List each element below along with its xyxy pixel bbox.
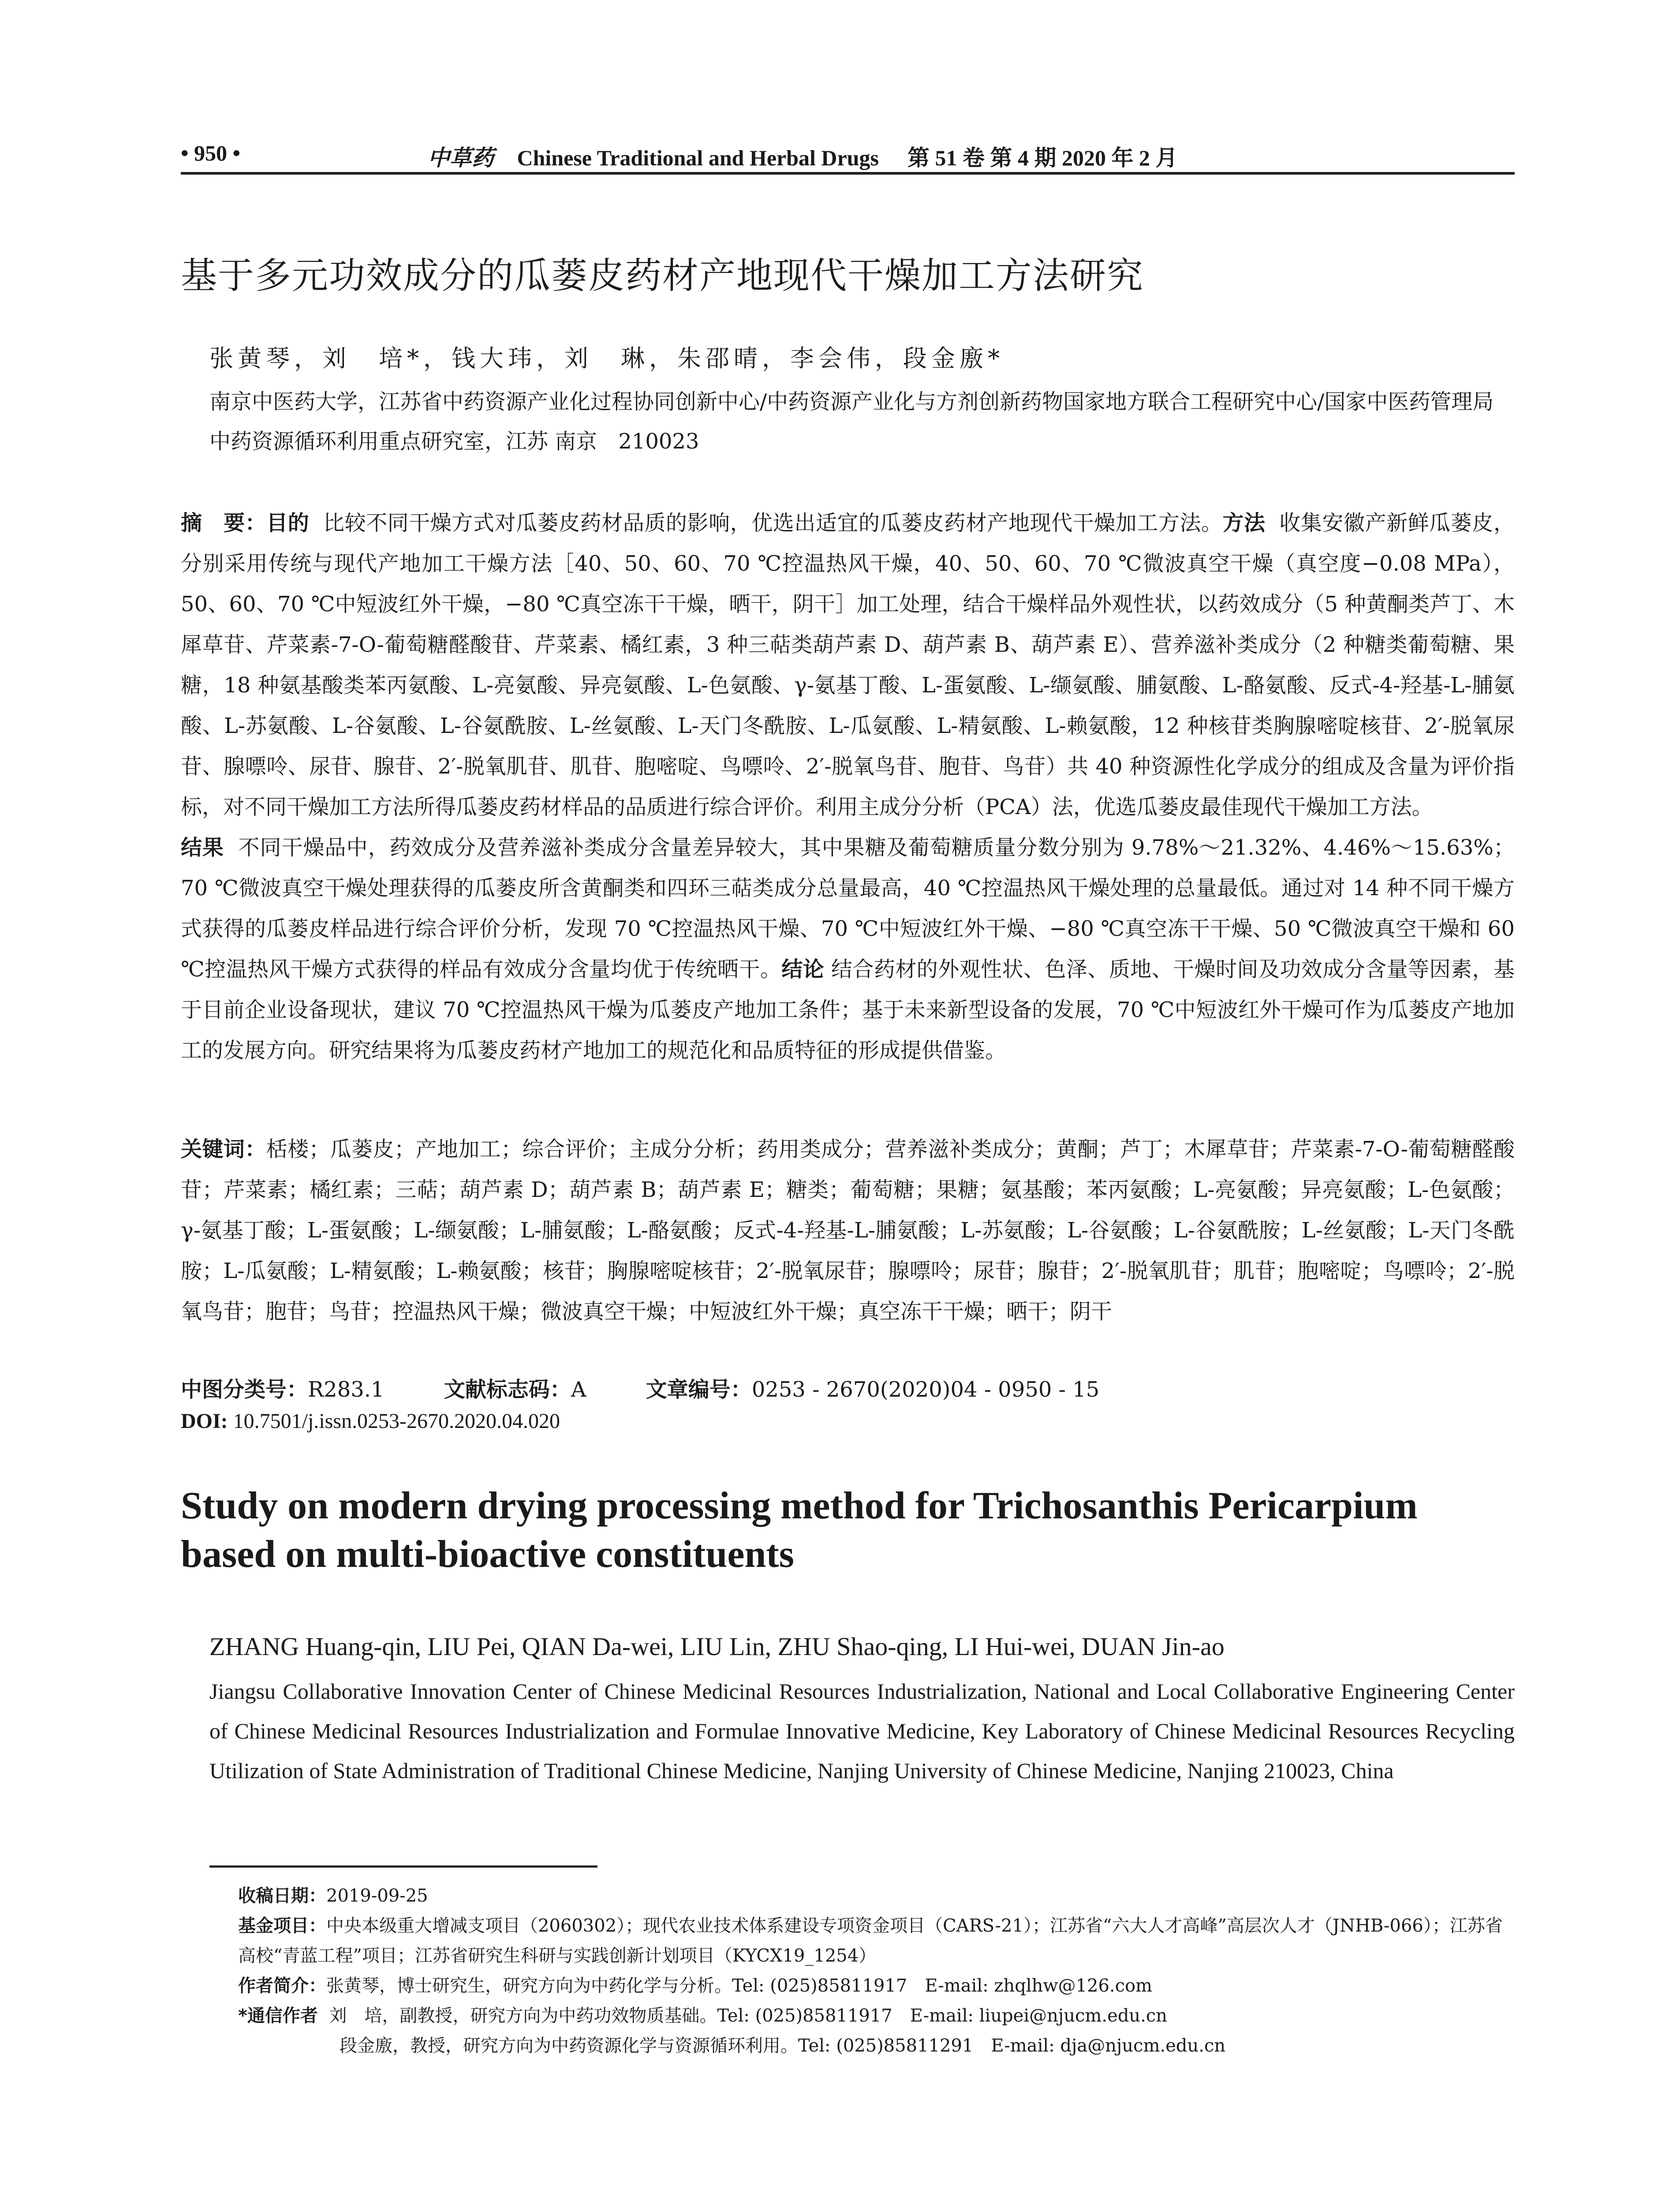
classification-info (181, 1369, 1515, 1410)
journal-name-en: Chinese Traditional and Herbal Drugs (517, 146, 879, 170)
abstract-cn (181, 503, 1515, 1071)
keywords-cn (181, 1129, 1515, 1332)
fund-label: 基金项目： (238, 1916, 326, 1936)
result-text: 不同干燥品中，药效成分及营养滋补类成分含量差异较大，其中果糖及葡萄糖质量分数分别为 9.78%～21.32%、4.46%～15.63%；70 ℃微波真空干燥处理获得的瓜蒌皮所含黄酮类和四环三萜类成分总量最高，40 ℃控温热风干燥处理的总量最低。通过对 14 种不同干燥方式获得的瓜蒌皮样品进行综合评价分析，发现 70 ℃控温热风干燥、70 ℃中短波红外干燥、−80 ℃真空冻干干燥、50 ℃微波真空干燥和 60 ℃控温热风干燥方式获得的样品有效成分含量均优于传统晒干。 (181, 835, 1515, 982)
article-no-label: 文章编号： (646, 1377, 752, 1402)
fund-text: 中央本级重大增减支项目（2060302）；现代农业技术体系建设专项资金项目（CARS-21）；江苏省“六大人才高峰”高层次人才（JNHB-066）；江苏省高校“青蓝工程”项目；江苏省研究生科研与实践创新计划项目（KYCX19_1254） (238, 1916, 1503, 1966)
authors-en: ZHANG Huang-qin, LIU Pei, QIAN Da-wei, LIU Lin, ZHU Shao-qing, LI Hui-wei, DUAN Jin-ao (209, 1632, 1225, 1661)
purpose-text: 比较不同干燥方式对瓜蒌皮药材品质的影响，优选出适宜的瓜蒌皮药材产地现代干燥加工方法。 (323, 511, 1223, 535)
footnote-correspondence (238, 2001, 1515, 2031)
footnotes (238, 1881, 1515, 2061)
corr-text-1: 刘 培，副教授，研究方向为中药功效物质基础。Tel: (025)85811917 E-mail: liupei@njucm.edu.cn (329, 2006, 1168, 2026)
authors-cn: 张黄琴，刘 培*，钱大玮，刘 琳，朱邵晴，李会伟，段金廒* (209, 344, 1004, 372)
doi-line (181, 1409, 560, 1433)
doi-value: 10.7501/j.issn.0253-2670.2020.04.020 (233, 1409, 560, 1433)
journal-name-cn: 中草药 (428, 145, 494, 171)
abstract-label: 摘 要： (181, 511, 267, 535)
conclusion-label: 结论 (781, 957, 825, 982)
article-title-cn: 基于多元功效成分的瓜蒌皮药材产地现代干燥加工方法研究 (181, 255, 1144, 297)
journal-issue: 第 51 卷 第 4 期 2020 年 2 月 (907, 146, 1178, 170)
footnote-divider (209, 1865, 597, 1868)
method-text: 收集安徽产新鲜瓜蒌皮，分别采用传统与现代产地加工干燥方法［40、50、60、70 ℃控温热风干燥，40、50、60、70 ℃微波真空干燥（真空度−0.08 MPa），50、60、70 ℃中短波红外干燥，−80 ℃真空冻干干燥，晒干，阴干］加工处理，结合干燥样品外观性状，以药效成分（5 种黄酮类芦丁、木犀草苷、芹菜素-7-O-葡萄糖醛酸苷、芹菜素、橘红素，3 种三萜类葫芦素 D、葫芦素 B、葫芦素 E）、营养滋补类成分（2 种糖类葡萄糖、果糖，18 种氨基酸类苯丙氨酸、L-亮氨酸、异亮氨酸、L-色氨酸、γ-氨基丁酸、L-蛋氨酸、L-缬氨酸、脯氨酸、L-酪氨酸、反式-4-羟基-L-脯氨酸、L-苏氨酸、L-谷氨酸、L-谷氨酰胺、L-丝氨酸、L-天门冬酰胺、L-瓜氨酸、L-精氨酸、L-赖氨酸，12 种核苷类胸腺嘧啶核苷、2′-脱氧尿苷、腺嘌呤、尿苷、腺苷、2′-脱氧肌苷、肌苷、胞嘧啶、鸟嘌呤、2′-脱氧鸟苷、胞苷、鸟苷）共 40 种资源性化学成分的组成及含量为评价指标，对不同干燥加工方法所得瓜蒌皮药材样品的品质进行综合评价。利用主成分分析（PCA）法，优选瓜蒌皮最佳现代干燥加工方法。 (181, 511, 1515, 819)
author-text: 张黄琴，博士研究生，研究方向为中药化学与分析。Tel: (025)85811917 E-mail: zhqlhw@126.com (326, 1976, 1153, 1996)
purpose-label: 目的 (266, 511, 310, 535)
article-no-value: 0253 - 2670(2020)04 - 0950 - 15 (751, 1377, 1100, 1402)
doc-code-value: A (571, 1377, 586, 1402)
result-label: 结果 (181, 835, 224, 860)
author-label: 作者简介： (238, 1976, 326, 1996)
affiliation-cn: 南京中医药大学，江苏省中药资源产业化过程协同创新中心/中药资源产业化与方剂创新药物国家地方联合工程研究中心/国家中医药管理局中药资源循环利用重点研究室，江苏 南京 210023 (209, 389, 1494, 454)
running-header (181, 140, 1515, 175)
footnote-correspondence-2 (238, 2031, 1515, 2061)
method-label: 方法 (1222, 511, 1266, 535)
doi-label: DOI: (181, 1409, 228, 1433)
article-title-en: Study on modern drying processing method for Trichosanthis Pericarpium based on multi-bioactive constituents (181, 1484, 1418, 1576)
corr-label: *通信作者 (238, 2006, 318, 2026)
received-label: 收稿日期： (238, 1886, 326, 1906)
keywords-label: 关键词： (181, 1137, 266, 1162)
journal-title (428, 140, 1177, 172)
clc-label: 中图分类号： (181, 1377, 308, 1402)
conclusion-text: 结合药材的外观性状、色泽、质地、干燥时间及功效成分含量等因素，基于目前企业设备现状，建议 70 ℃控温热风干燥为瓜蒌皮产地加工条件；基于未来新型设备的发展，70 ℃中短波红外干燥可作为瓜蒌皮产地加工的发展方向。研究结果将为瓜蒌皮药材产地加工的规范化和品质特征的形成提供借鉴。 (181, 957, 1515, 1063)
footnote-fund (238, 1911, 1515, 1971)
footnote-received (238, 1881, 1515, 1911)
keywords-text: 栝楼；瓜蒌皮；产地加工；综合评价；主成分分析；药用类成分；营养滋补类成分；黄酮；芦丁；木犀草苷；芹菜素-7-O-葡萄糖醛酸苷；芹菜素；橘红素；三萜；葫芦素 D；葫芦素 B；葫芦素 E；糖类；葡萄糖；果糖；氨基酸；苯丙氨酸；L-亮氨酸；异亮氨酸；L-色氨酸；γ-氨基丁酸；L-蛋氨酸；L-缬氨酸；L-脯氨酸；L-酪氨酸；反式-4-羟基-L-脯氨酸；L-苏氨酸；L-谷氨酸；L-谷氨酰胺；L-丝氨酸；L-天门冬酰胺；L-瓜氨酸；L-精氨酸；L-赖氨酸；核苷；胸腺嘧啶核苷；2′-脱氧尿苷；腺嘌呤；尿苷；腺苷；2′-脱氧肌苷；肌苷；胞嘧啶；鸟嘌呤；2′-脱氧鸟苷；胞苷；鸟苷；控温热风干燥；微波真空干燥；中短波红外干燥；真空冻干干燥；晒干；阴干 (181, 1137, 1515, 1324)
clc-value: R283.1 (308, 1377, 385, 1402)
doc-code-label: 文献标志码： (444, 1377, 571, 1402)
page-number: • 950 • (181, 141, 241, 165)
corr-text-2: 段金廒，教授，研究方向为中药资源化学与资源循环利用。Tel: (025)85811291 E-mail: dja@njucm.edu.cn (340, 2036, 1226, 2056)
received-date: 2019-09-25 (326, 1886, 428, 1906)
affiliation-en: Jiangsu Collaborative Innovation Center of Chinese Medicinal Resources Industrialization, National and Local Collaborative Engineering Center of Chinese Medicinal Resources Industrialization and Formulae Innovative Medicine, Key Laboratory of Chinese Medicinal Resources Recycling Utilization of State Administration of Traditional Chinese Medicine, Nanjing University of Chinese Medicine, Nanjing 210023, China (209, 1679, 1515, 1783)
footnote-author (238, 1971, 1515, 2001)
